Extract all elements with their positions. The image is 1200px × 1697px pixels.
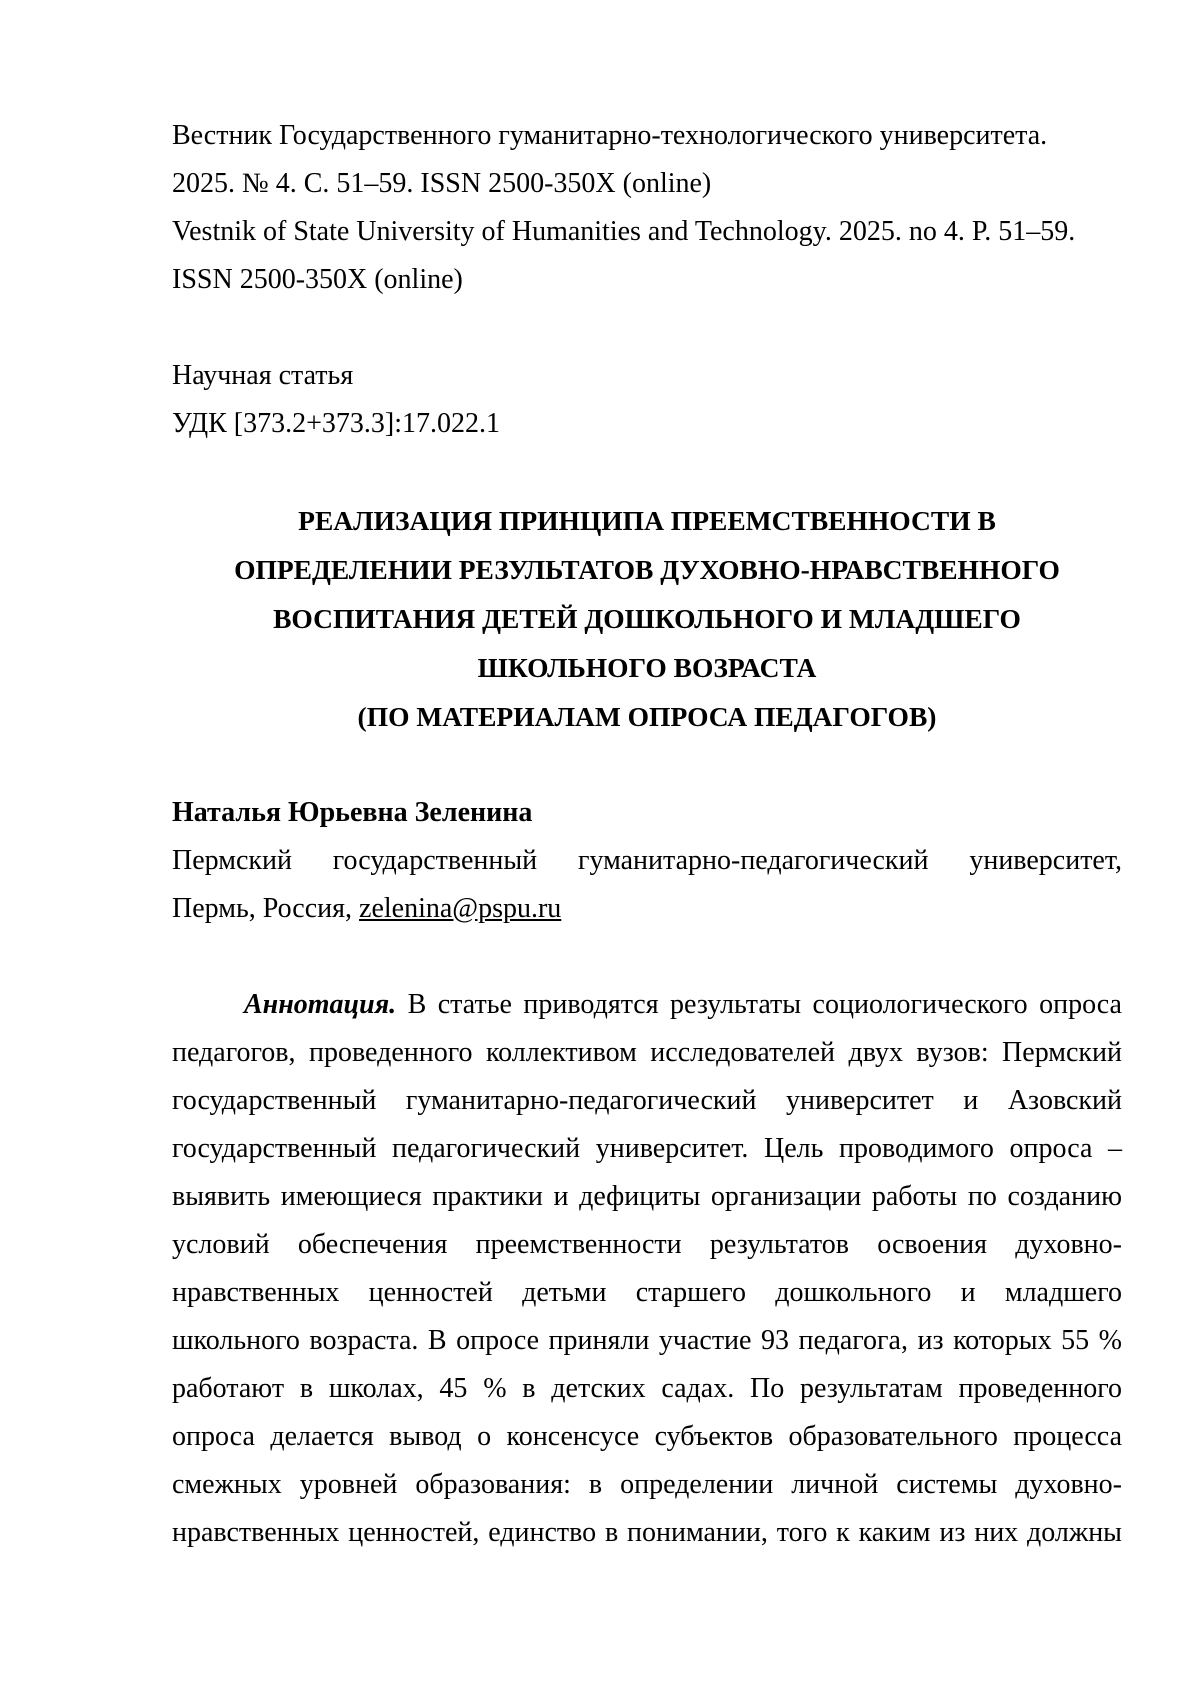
abstract-line: педагогов, проведенного коллективом исследователей двух вузов: Пермский	[172, 1037, 1122, 1068]
citation-ru-line-1: Вестник Государственного гуманитарно-технологического университета.	[172, 120, 1048, 151]
title-line: (ПО МАТЕРИАЛАМ ОПРОСА ПЕДАГОГОВ)	[357, 701, 937, 732]
citation-ru-line-2: 2025. № 4. С. 51–59. ISSN 2500-350X (online)	[172, 168, 712, 199]
article-meta	[172, 352, 1122, 448]
citation-en-line-2: ISSN 2500-350X (online)	[172, 264, 463, 295]
abstract-line: выявить имеющиеся практики и дефициты организации работы по созданию	[172, 1181, 1122, 1212]
abstract-line: смежных уровней образования: в определении личной системы духовно-	[172, 1469, 1122, 1500]
author-location: Пермь, Россия,	[172, 893, 360, 924]
abstract-first-line	[172, 981, 1122, 1029]
author-name: Наталья Юрьевна Зеленина	[172, 797, 533, 828]
abstract-label: Аннотация.	[244, 989, 397, 1020]
title-line: ОПРЕДЕЛЕНИИ РЕЗУЛЬТАТОВ ДУХОВНО-НРАВСТВЕННОГО	[234, 554, 1060, 585]
title-line: РЕАЛИЗАЦИЯ ПРИНЦИПА ПРЕЕМСТВЕННОСТИ В	[298, 505, 996, 536]
abstract-line: государственный гуманитарно-педагогический университет и Азовский	[172, 1085, 1122, 1116]
abstract	[172, 981, 1122, 1557]
title-line: ВОСПИТАНИЯ ДЕТЕЙ ДОШКОЛЬНОГО И МЛАДШЕГО	[273, 603, 1021, 634]
udc-code: УДК [373.2+373.3]:17.022.1	[172, 408, 500, 439]
article-title	[172, 496, 1122, 741]
abstract-line: нравственных ценностей, единство в понимании, того к каким из них должны	[172, 1517, 1122, 1548]
abstract-line: опроса делается вывод о консенсусе субъектов образовательного процесса	[172, 1421, 1122, 1452]
document-page	[172, 112, 1122, 1557]
abstract-line: школьного возраста. В опросе приняли участие 93 педагога, из которых 55 %	[172, 1325, 1122, 1356]
abstract-line: работают в школах, 45 % в детских садах. По результатам проведенного	[172, 1373, 1122, 1404]
author-block	[172, 789, 1122, 933]
citation-en-line-1: Vestnik of State University of Humanities and Technology. 2025. no 4. P. 51–59.	[172, 216, 1076, 247]
abstract-line: государственный педагогический университет. Цель проводимого опроса –	[172, 1133, 1122, 1164]
author-email-link[interactable]: zelenina@pspu.ru	[359, 893, 562, 924]
journal-citation	[172, 112, 1122, 304]
article-type: Научная статья	[172, 360, 354, 391]
author-affiliation-line-2	[172, 885, 1122, 933]
abstract-line: нравственных ценностей детьми старшего дошкольного и младшего	[172, 1277, 1122, 1308]
abstract-line: условий обеспечения преемственности результатов освоения духовно-	[172, 1229, 1122, 1260]
author-affiliation-line-1: Пермский государственный гуманитарно-педагогический университет,	[172, 845, 1122, 876]
abstract-first-line-text: В статье приводятся результаты социологического опроса	[396, 989, 1122, 1020]
title-line: ШКОЛЬНОГО ВОЗРАСТА	[477, 652, 817, 683]
